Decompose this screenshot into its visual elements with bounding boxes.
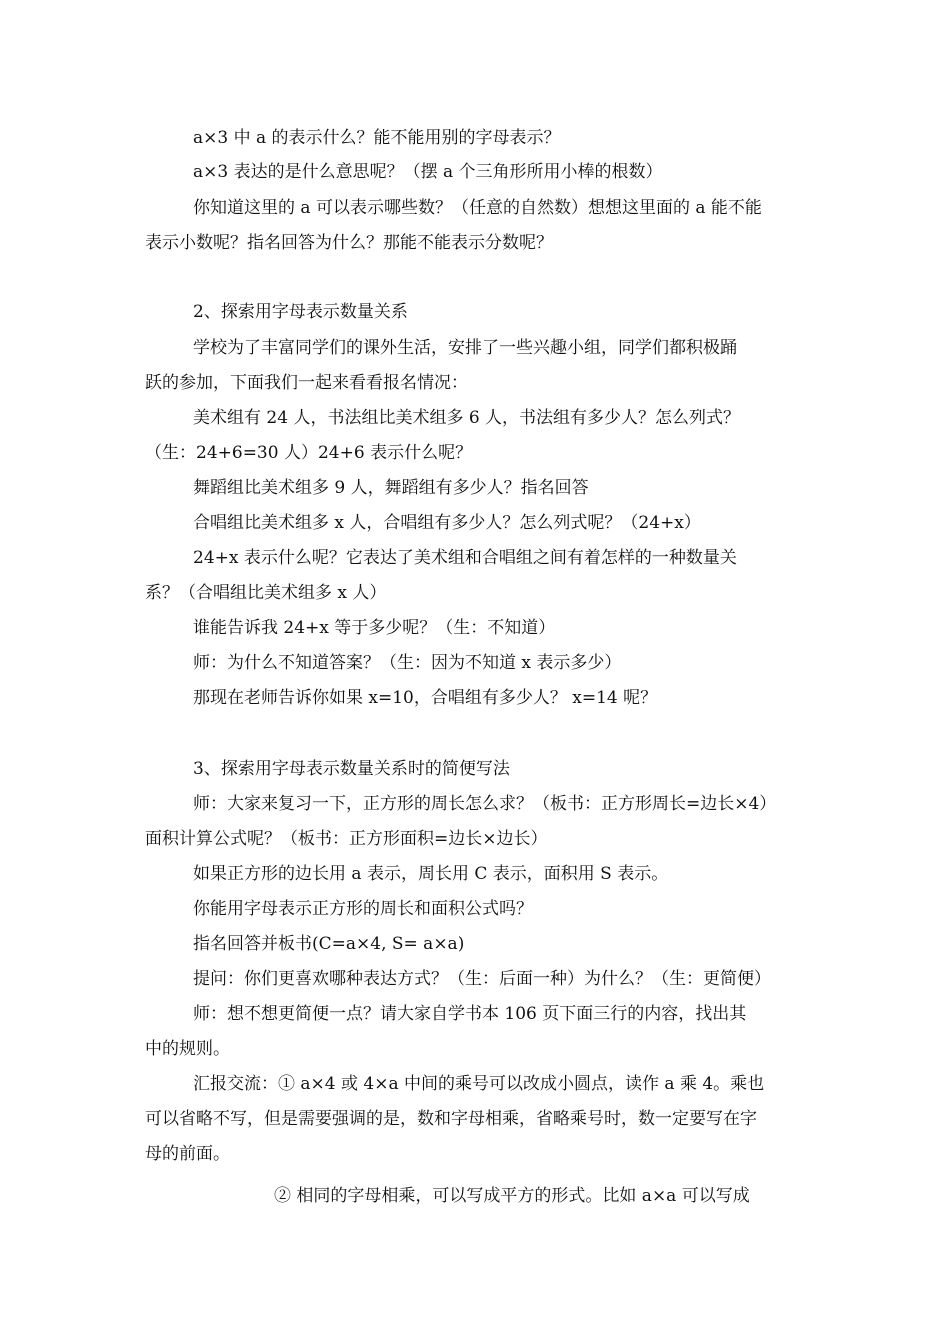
paragraph-line: 学校为了丰富同学们的课外生活，安排了一些兴趣小组，同学们都积极踊 (193, 338, 737, 358)
intro-line-1: a×3 中 a 的表示什么？能不能用别的字母表示？ (193, 128, 561, 148)
paragraph-line: 母的前面。 (145, 1144, 230, 1164)
paragraph-line: 面积计算公式呢？（板书：正方形面积=边长×边长） (145, 829, 548, 849)
paragraph-line: 舞蹈组比美术组多 9 人，舞蹈组有多少人？指名回答 (193, 478, 589, 498)
paragraph-line: 系？（合唱组比美术组多 x 人） (145, 583, 387, 603)
paragraph-line: 跃的参加，下面我们一起来看看报名情况： (145, 373, 468, 393)
paragraph-line: 谁能告诉我 24+x 等于多少呢？（生：不知道） (193, 618, 556, 638)
paragraph-line: 可以省略不写，但是需要强调的是，数和字母相乘，省略乘号时，数一定要写在字 (145, 1109, 757, 1129)
paragraph-line: 中的规则。 (145, 1039, 230, 1059)
paragraph-line: 提问：你们更喜欢哪种表达方式？（生：后面一种）为什么？（生：更简便） (193, 969, 771, 989)
intro-line-4: 表示小数呢？指名回答为什么？那能不能表示分数呢？ (145, 233, 553, 253)
paragraph-line: 美术组有 24 人，书法组比美术组多 6 人，书法组有多少人？怎么列式？ (193, 408, 741, 428)
paragraph-line: 师：为什么不知道答案？（生：因为不知道 x 表示多少） (193, 653, 622, 673)
paragraph-line: ② 相同的字母相乘，可以写成平方的形式。比如 a×a 可以写成 (274, 1186, 750, 1206)
paragraph-line: （生：24+6=30 人）24+6 表示什么呢？ (145, 443, 473, 463)
paragraph-line: 如果正方形的边长用 a 表示，周长用 C 表示，面积用 S 表示。 (193, 864, 669, 884)
paragraph-line: 你能用字母表示正方形的周长和面积公式吗？ (193, 899, 533, 919)
section-heading: 2、探索用字母表示数量关系 (193, 302, 408, 322)
paragraph-line: 合唱组比美术组多 x 人，合唱组有多少人？怎么列式呢？（24+x） (193, 513, 701, 533)
paragraph-line: 汇报交流：① a×4 或 4×a 中间的乘号可以改成小圆点，读作 a 乘 4。乘也 (193, 1074, 765, 1094)
paragraph-line: 师：大家来复习一下，正方形的周长怎么求？（板书：正方形周长=边长×4） (193, 794, 777, 814)
paragraph-line: 师：想不想更简便一点？请大家自学书本 106 页下面三行的内容，找出其 (193, 1004, 747, 1024)
paragraph-line: 那现在老师告诉你如果 x=10，合唱组有多少人？ x=14 呢？ (193, 688, 658, 708)
paragraph-line: 24+x 表示什么呢？它表达了美术组和合唱组之间有着怎样的一种数量关 (193, 548, 737, 568)
intro-line-3: 你知道这里的 a 可以表示哪些数？（任意的自然数）想想这里面的 a 能不能 (193, 198, 762, 218)
intro-line-2: a×3 表达的是什么意思呢？（摆 a 个三角形所用小棒的根数） (193, 162, 663, 182)
section-heading: 3、探索用字母表示数量关系时的简便写法 (193, 759, 510, 779)
paragraph-line: 指名回答并板书(C=a×4, S= a×a) (193, 934, 465, 954)
